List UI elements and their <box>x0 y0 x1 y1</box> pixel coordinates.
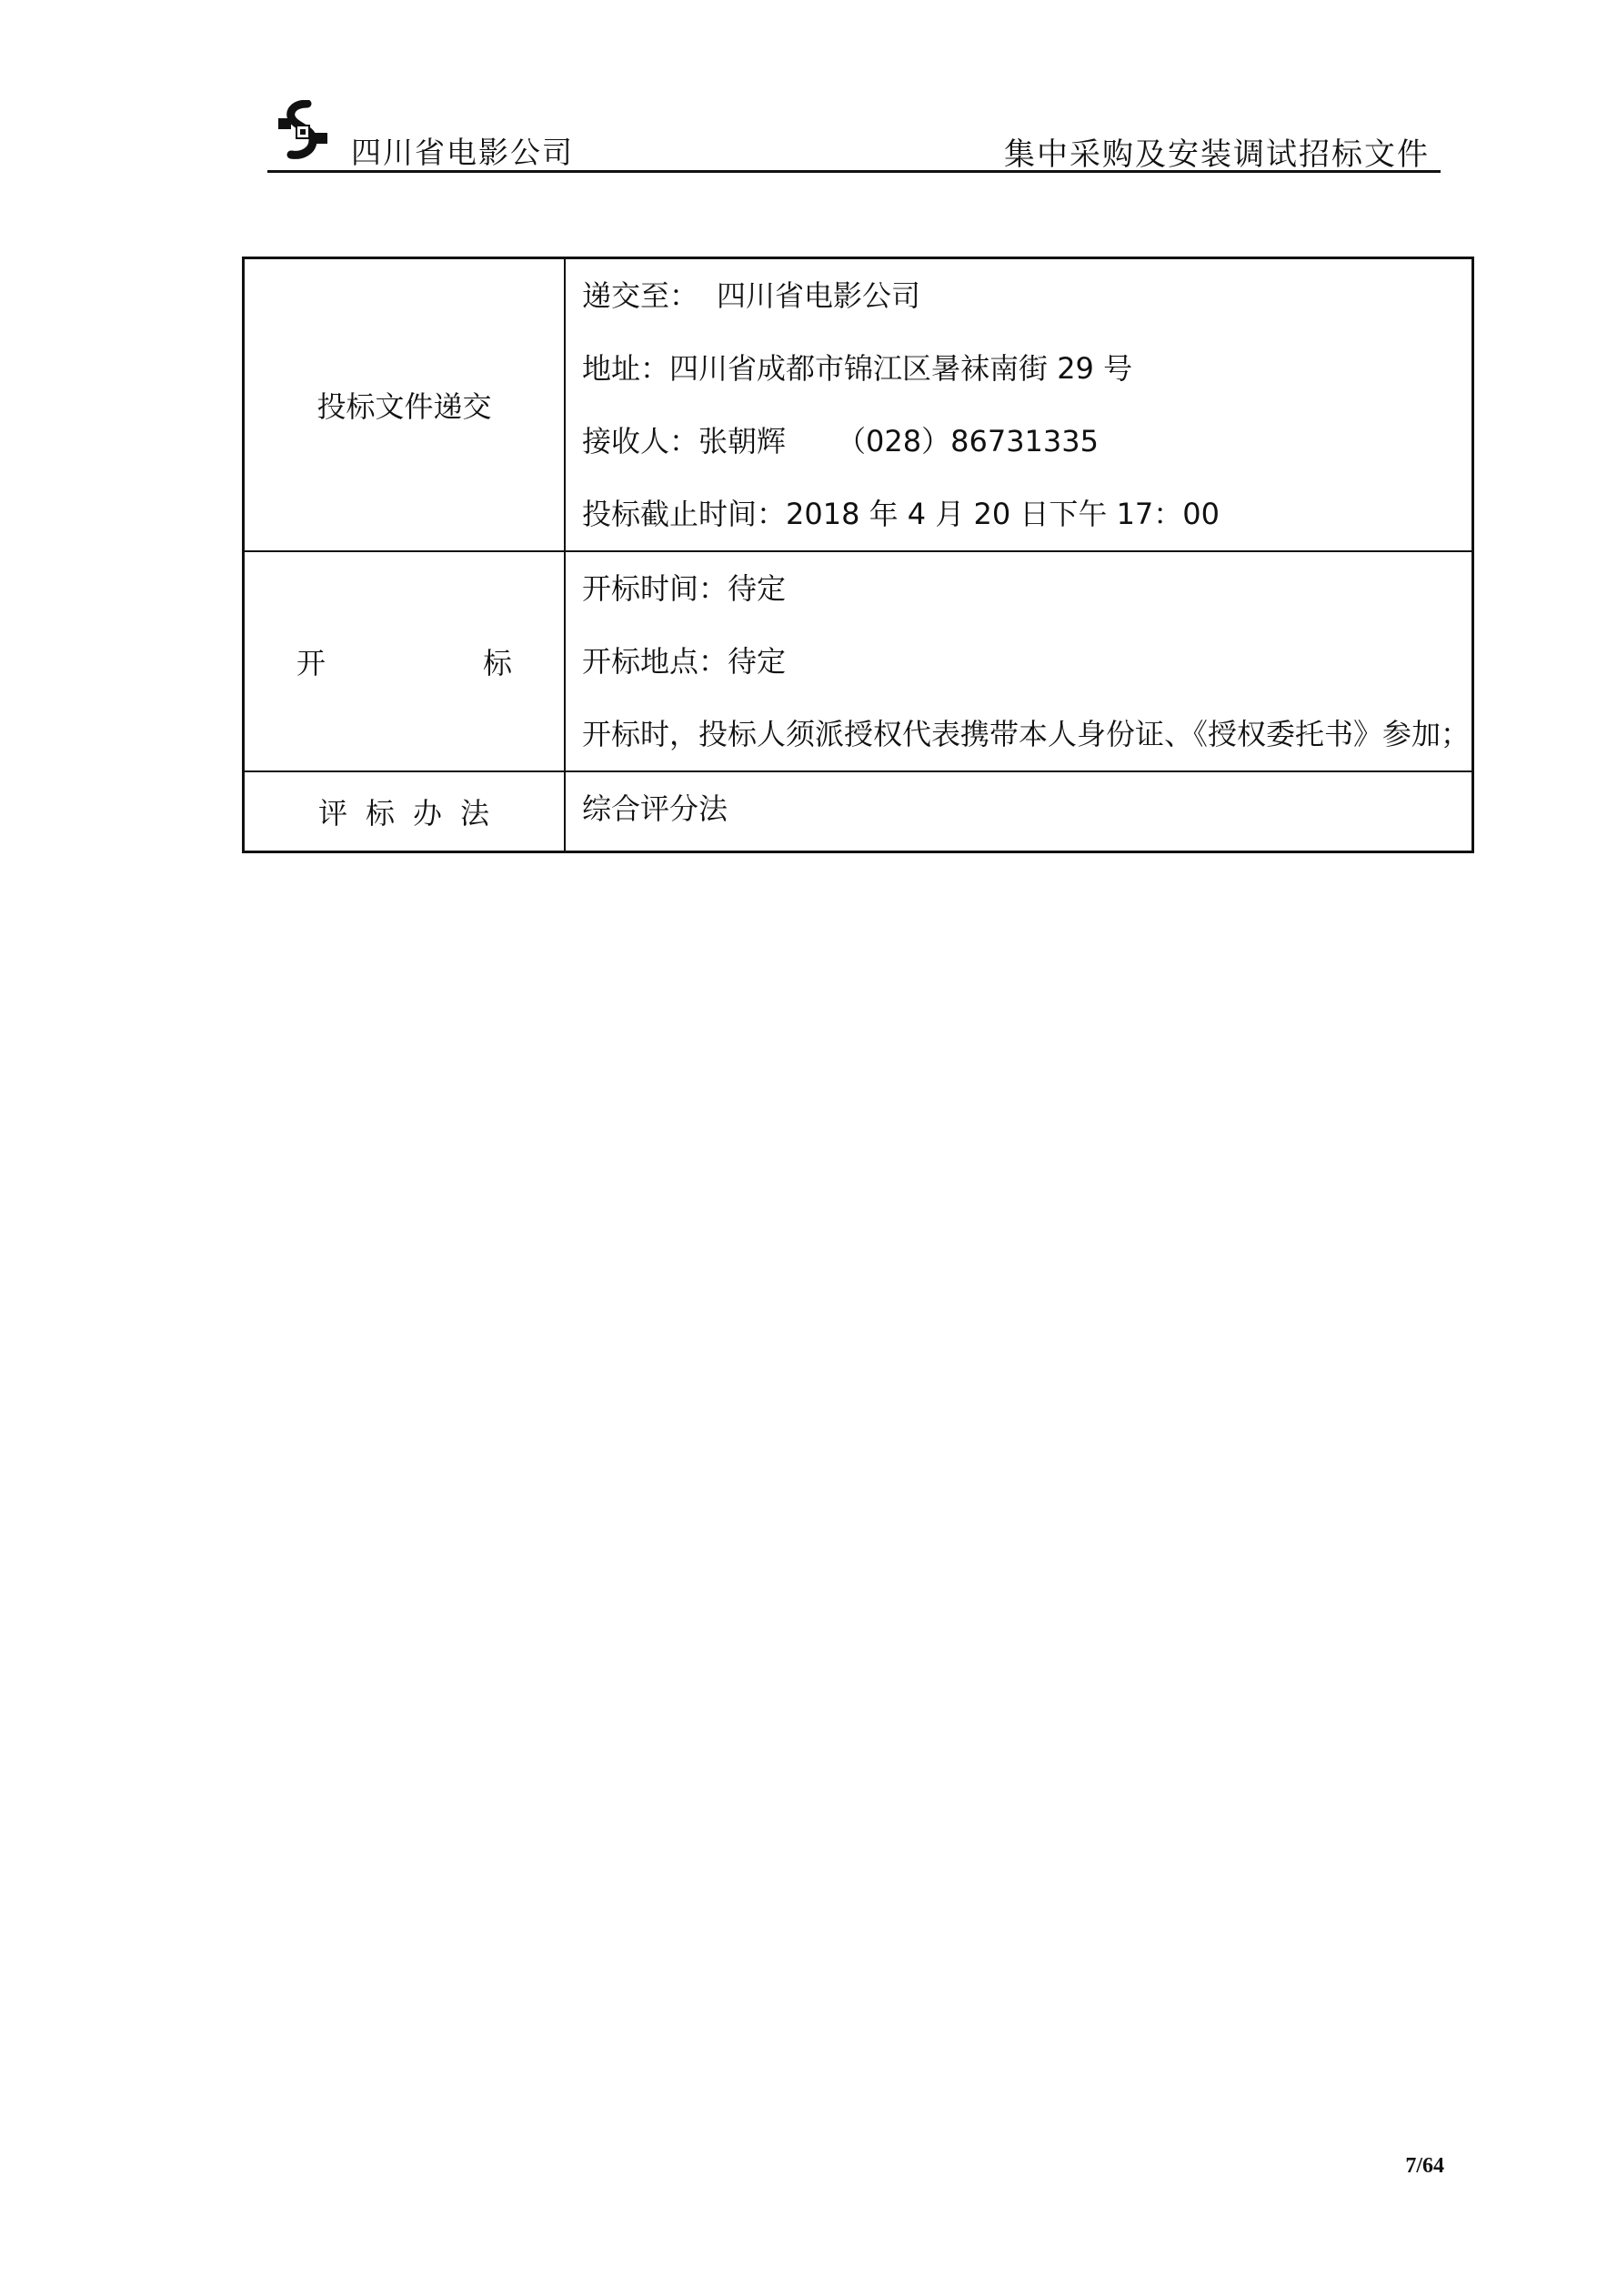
receiver-phone: （028）86731335 <box>837 424 1099 458</box>
deadline-key: 投标截止时间： <box>582 497 787 531</box>
table-row-opening <box>244 551 1473 771</box>
row-content-opening <box>565 551 1473 771</box>
document-title: 集中采购及安装调试招标文件 <box>1004 136 1430 173</box>
row-label-opening <box>244 551 566 771</box>
company-name: 四川省电影公司 <box>351 135 574 170</box>
company-logo <box>276 100 329 164</box>
row-label-submission: 投标文件递交 <box>244 258 566 552</box>
deadline-value: 2018 年 4 月 20 日下午 17：00 <box>786 497 1220 531</box>
page-header <box>267 91 1441 173</box>
deadline-line <box>582 478 1471 550</box>
receiver-value: 张朝辉 <box>698 424 787 458</box>
opening-time-key: 开标时间： <box>582 571 728 606</box>
submit-to-value: 四川省电影公司 <box>717 278 921 313</box>
submit-to-key: 递交至： <box>582 278 699 313</box>
page-number: 7/64 <box>1405 2154 1444 2178</box>
header-rule <box>267 170 1441 173</box>
address-line <box>582 332 1471 405</box>
row-label-evaluation: 评标办法 <box>244 771 566 852</box>
opening-time-line <box>582 552 1471 625</box>
evaluation-method: 综合评分法 <box>582 791 728 826</box>
address-value: 四川省成都市锦江区暑袜南街 29 号 <box>669 351 1133 386</box>
opening-place-value: 待定 <box>728 644 787 679</box>
opening-place-line <box>582 625 1471 698</box>
opening-place-key: 开标地点： <box>582 644 728 679</box>
opening-label-part-2: 标 <box>482 646 512 680</box>
row-content-submission <box>565 258 1473 552</box>
row-content-evaluation <box>565 771 1473 852</box>
table-row-submission <box>244 258 1473 552</box>
receiver-key: 接收人： <box>582 424 699 458</box>
receiver-line <box>582 405 1471 478</box>
opening-label-part-1: 开 <box>296 646 326 680</box>
opening-time-value: 待定 <box>728 571 787 606</box>
submit-to-line <box>582 259 1471 332</box>
address-key: 地址： <box>582 351 670 386</box>
bid-info-table <box>242 257 1474 853</box>
table-row-evaluation <box>244 771 1473 852</box>
opening-note: 开标时，投标人须派授权代表携带本人身份证、《授权委托书》参加； <box>582 717 1471 751</box>
